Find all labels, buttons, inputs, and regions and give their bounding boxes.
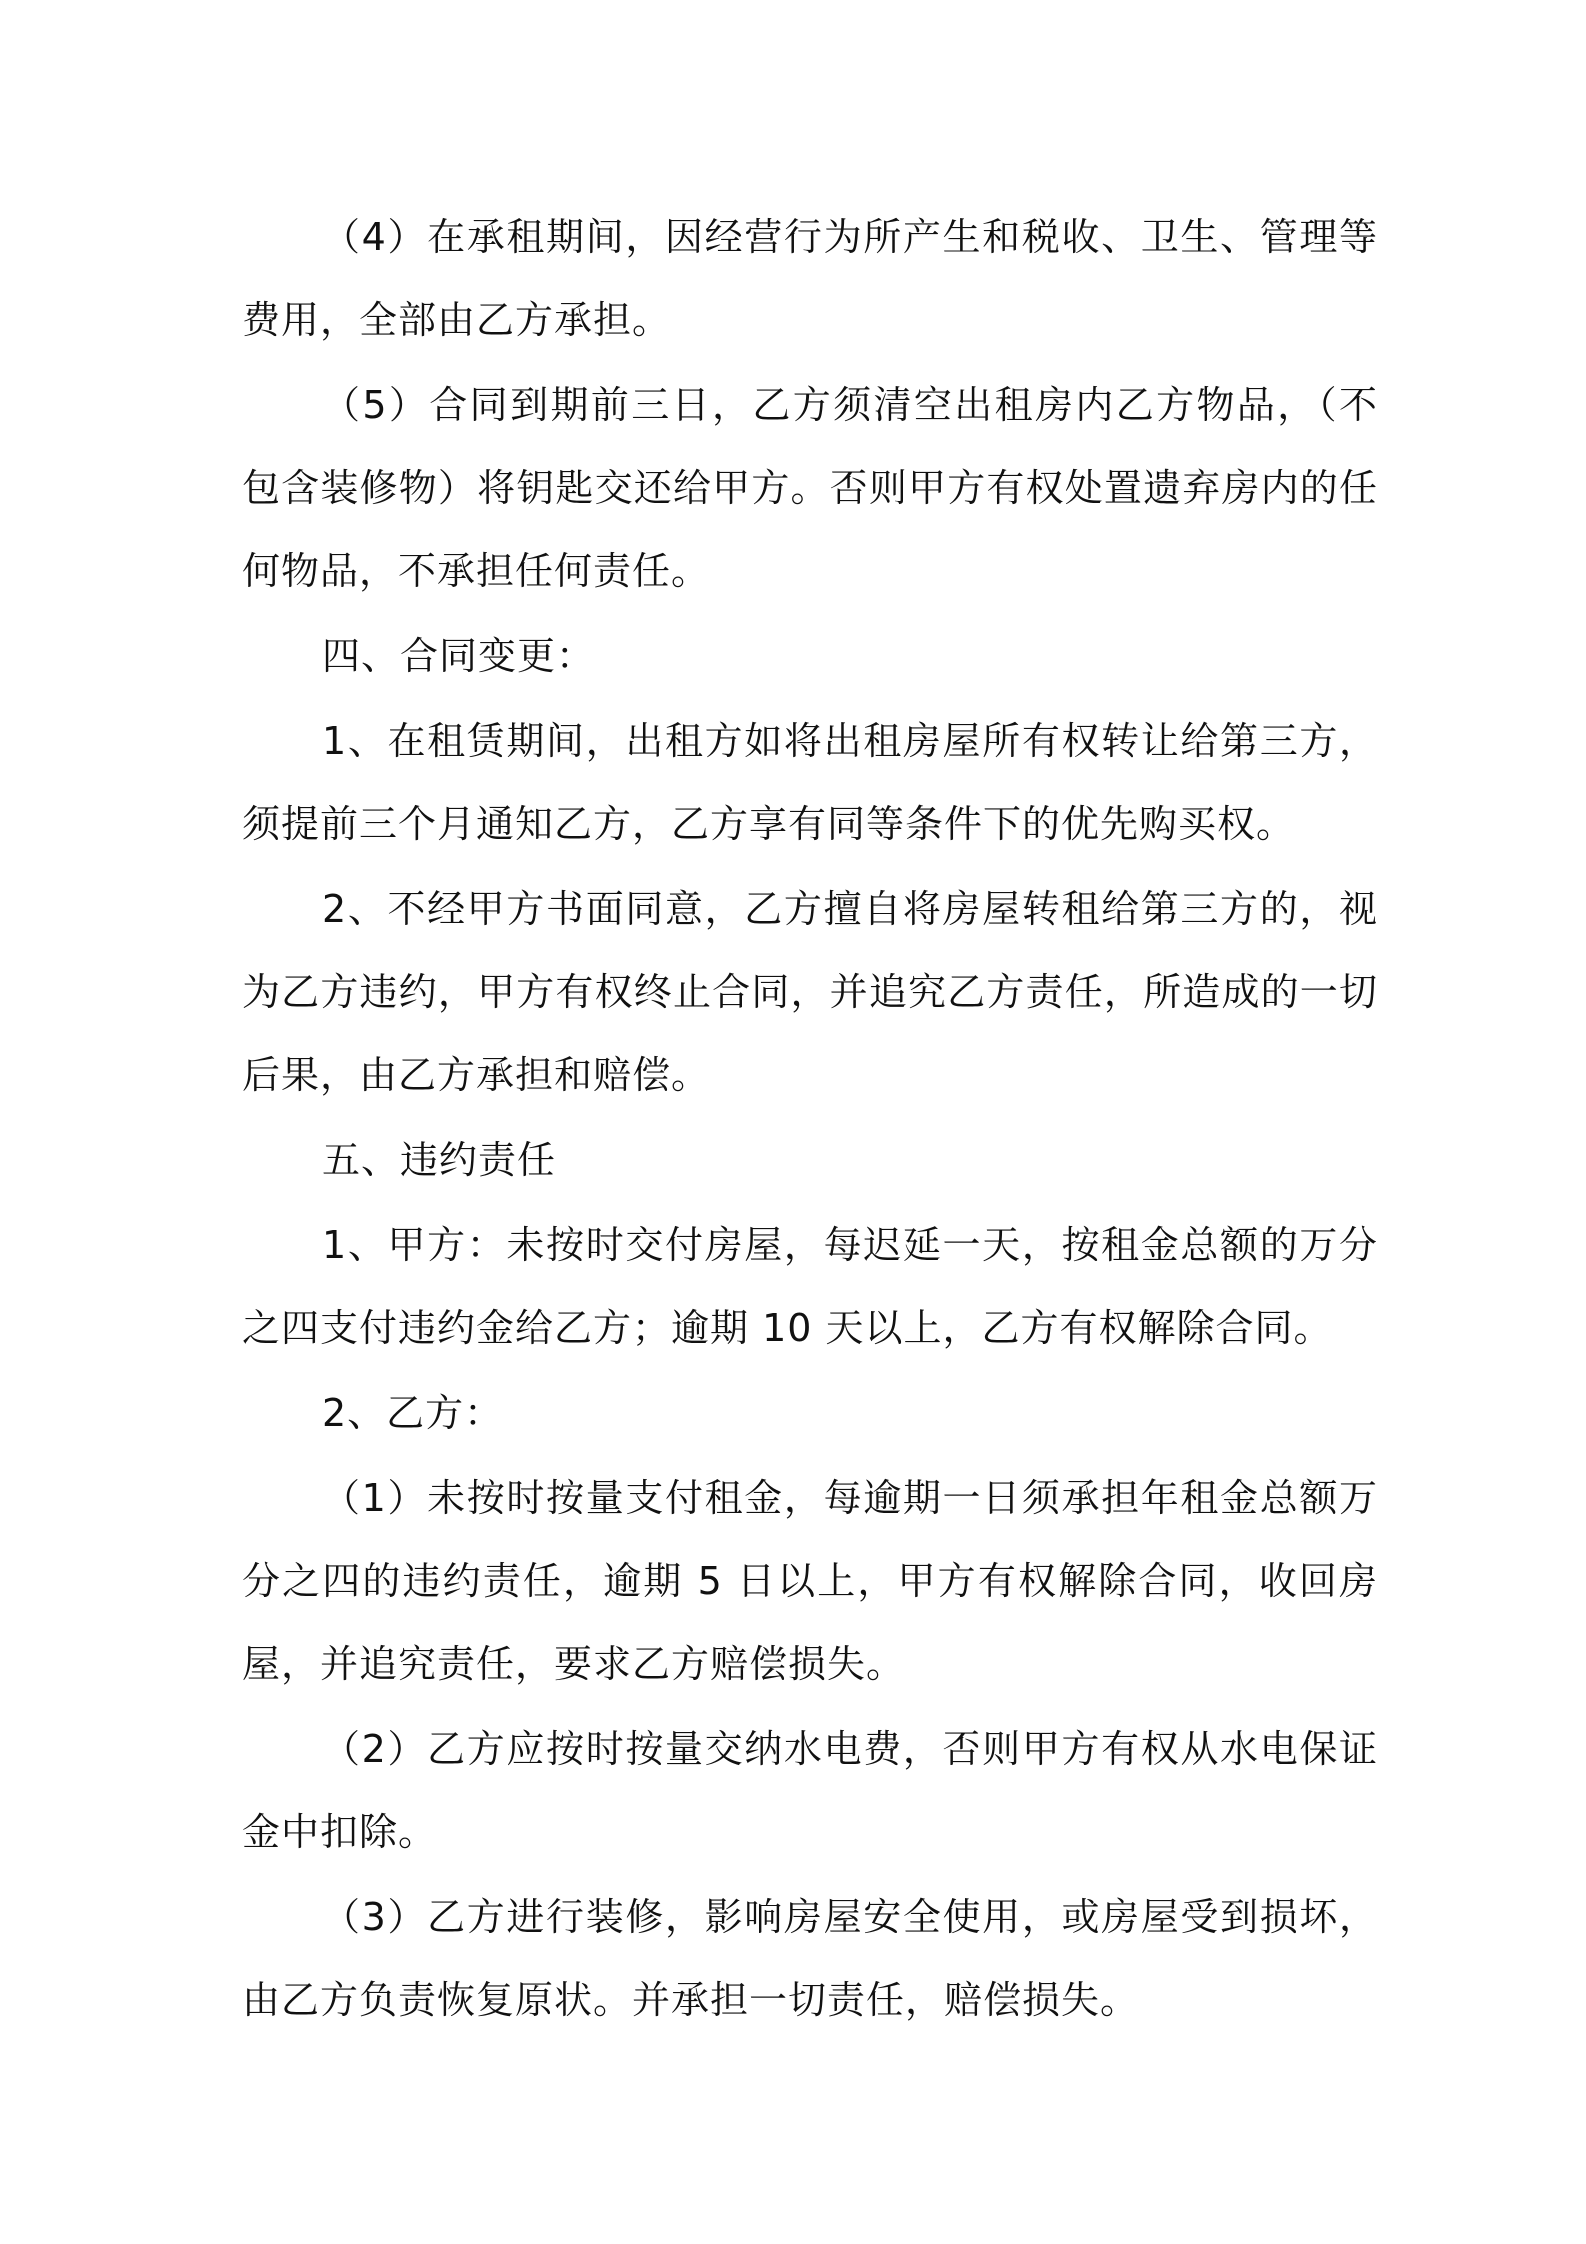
document-body [242, 196, 1378, 2044]
clause-5-2-3: （3）乙方进行装修，影响房屋安全使用，或房屋受到损坏，由乙方负责恢复原状。并承担一切责任，赔偿损失。 [242, 1895, 1378, 2022]
clause-5-2: 2、乙方： [322, 1391, 504, 1435]
section-heading-breach-liability: 五、违约责任 [322, 1138, 557, 1182]
section-heading-contract-change: 四、合同变更： [322, 634, 596, 678]
clause-4-1: 1、在租赁期间，出租方如将出租房屋所有权转让给第三方，须提前三个月通知乙方，乙方享有同等条件下的优先购买权。 [242, 719, 1378, 846]
clause-3-5: （5）合同到期前三日，乙方须清空出租房内乙方物品，（不包含装修物）将钥匙交还给甲方。否则甲方有权处置遗弃房内的任何物品，不承担任何责任。 [242, 383, 1378, 593]
clause-4-2: 2、不经甲方书面同意，乙方擅自将房屋转租给第三方的，视为乙方违约，甲方有权终止合同，并追究乙方责任，所造成的一切后果，由乙方承担和赔偿。 [242, 887, 1378, 1097]
clause-3-4: （4）在承租期间，因经营行为所产生和税收、卫生、管理等费用，全部由乙方承担。 [242, 215, 1378, 342]
clause-5-1: 1、甲方：未按时交付房屋，每迟延一天，按租金总额的万分之四支付违约金给乙方；逾期 10 天以上，乙方有权解除合同。 [242, 1223, 1378, 1350]
clause-5-2-1: （1）未按时按量支付租金，每逾期一日须承担年租金总额万分之四的违约责任，逾期 5 日以上，甲方有权解除合同，收回房屋，并追究责任，要求乙方赔偿损失。 [242, 1476, 1378, 1686]
clause-5-2-2: （2）乙方应按时按量交纳水电费，否则甲方有权从水电保证金中扣除。 [242, 1727, 1378, 1854]
